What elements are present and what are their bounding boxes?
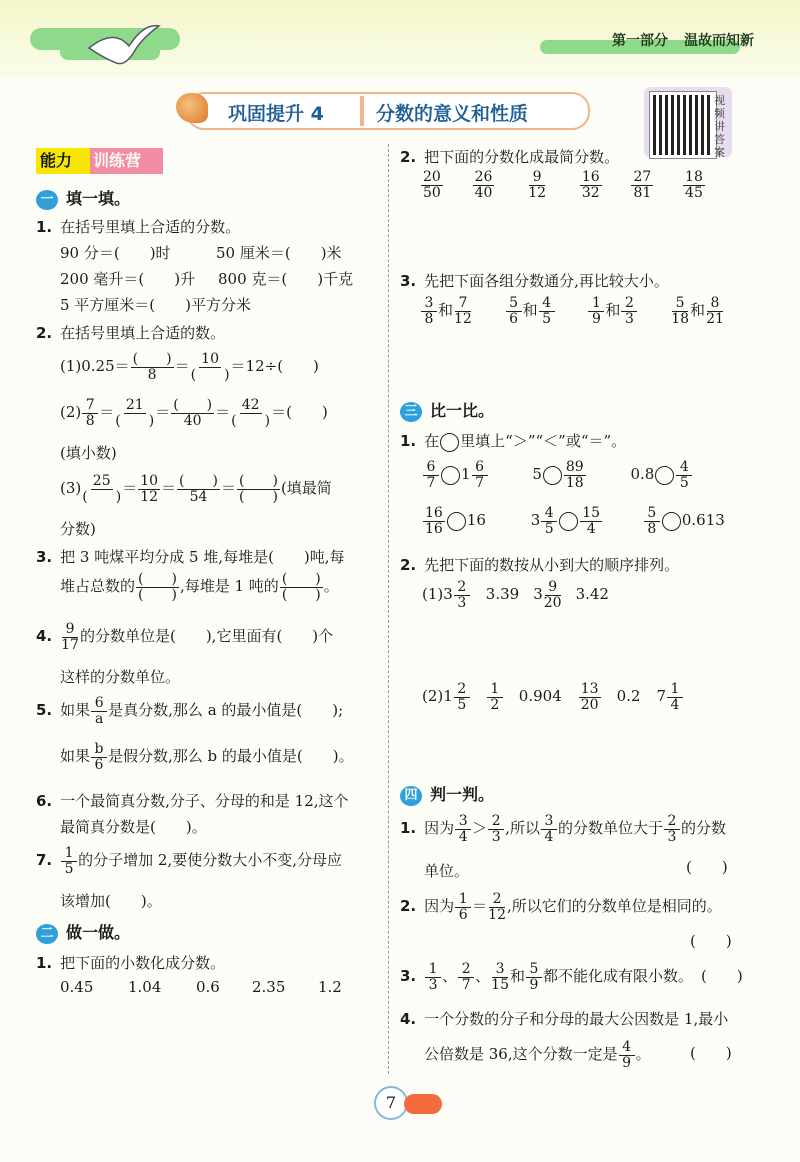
decimal-value: 1.2 [318, 978, 342, 996]
q1-line: 5 平方厘米＝( )平方分米 [60, 296, 252, 314]
fraction-row: $\frac{20}{50}$ $\frac{26}{40}$ $\frac{9}{12}$ $\frac{16}{32}$ $\frac{27}{81}$ $\frac{18}{45}$ [423, 169, 703, 201]
q4-line: 这样的分数单位。 [60, 668, 181, 686]
q5-line: 如果 $\frac{b}{6}$ 是假分数,那么 b 的最小值是( )。 [60, 741, 354, 773]
compare-circle[interactable] [559, 512, 578, 531]
q44-line: 公倍数是 36,这个分数一定是 $\frac{4}{9}$ 。 [424, 1039, 651, 1071]
compare-row-1: $\frac{6}{7}$ 1 $\frac{6}{7}$ 5 $\frac{89}{18}$ 0.8 $\frac{4}{5}$ [422, 460, 693, 490]
compare-circle[interactable] [655, 466, 674, 485]
section-heading-2: 二 做一做。 [36, 920, 130, 944]
q2-part-2-note: (填小数) [60, 444, 117, 462]
q1-line: 800 克＝( )千克 [218, 270, 354, 288]
decimal-value: 1.04 [128, 978, 162, 996]
judge-blank[interactable]: ( ) [690, 1044, 732, 1062]
question-4: 4. $\frac{9}{17}$ 的分数单位是( ),它里面有( )个 [36, 621, 334, 653]
section-heading-4: 四 判一判。 [400, 782, 494, 806]
q2-part-3-note: 分数) [60, 520, 96, 538]
question-3-1: 1. 在 里填上“＞”“＜”或“＝”。 [400, 432, 627, 450]
q7-line: 该增加( )。 [60, 892, 162, 910]
compare-circle[interactable] [662, 512, 681, 531]
q2-part-2: (2) $\frac{7}{8}$ ＝ 21 ( ) ＝ ( ) 40 ＝ 42 ( ) ＝( ) [60, 397, 328, 429]
question-1: 1. 在括号里填上合适的分数。 [36, 218, 241, 236]
lesson-number: 巩固提升 4 [228, 103, 324, 125]
compare-circle[interactable] [543, 466, 562, 485]
seagull-icon [84, 18, 164, 78]
section-heading-3: 三 比一比。 [400, 398, 494, 422]
lesson-topic: 分数的意义和性质 [376, 103, 529, 125]
question-2-3: 3. 先把下面各组分数通分,再比较大小。 [400, 272, 669, 290]
header-label: 第一部分 温故而知新 [612, 33, 754, 49]
compare-circle[interactable] [441, 466, 460, 485]
compare-circle[interactable] [447, 512, 466, 531]
q1-line: 50 厘米＝( )米 [216, 244, 342, 262]
q1-line: 90 分＝( )时 [60, 244, 171, 262]
question-4-3: 3. $\frac{1}{3}$ 、 $\frac{2}{7}$ 、 $\frac{3}{15}$ 和 $\frac{5}{9}$ 都不能化成有限小数。 ( ) [400, 961, 743, 993]
judge-blank[interactable]: ( ) [690, 932, 732, 950]
question-3: 3. 把 3 吨煤平均分成 5 堆,每堆是( )吨,每 [36, 548, 345, 566]
q41-line: 单位。 [424, 862, 470, 880]
q2-part-1: (1)0.25＝ ( ) 8 ＝ 10 ( ) ＝12÷( ) [60, 351, 319, 383]
question-6: 6. 一个最简真分数,分子、分母的和是 12,这个 [36, 792, 349, 810]
question-5: 5. 如果 $\frac{6}{a}$ 是真分数,那么 a 的最小值是( ); [36, 695, 344, 727]
sort-line-1: (1)3 $\frac{2}{3}$ 3.39 3 $\frac{9}{20}$ 3.42 [422, 579, 609, 611]
judge-blank[interactable]: ( ) [686, 858, 728, 876]
shell-icon [176, 93, 208, 123]
sort-line-2: (2)1 $\frac{2}{5}$ $\frac{1}{2}$ 0.904 $\frac{13}{20}$ 0.2 7 $\frac{1}{4}$ [422, 682, 684, 712]
page-number: 7 [374, 1086, 408, 1120]
qr-label: 视频讲答案 [714, 94, 725, 159]
section-badge: 能力 训练营 [36, 148, 160, 174]
page-header [0, 0, 800, 78]
q6-line: 最简真分数是( )。 [60, 818, 207, 836]
question-4-4: 4. 一个分数的分子和分母的最大公因数是 1,最小 [400, 1010, 729, 1028]
qr-code-icon[interactable] [650, 92, 716, 158]
q2-part-3: (3) 25 ( ) ＝ $\frac{10}{12}$ ＝ ( ) 54 ＝ ( ) ( ) (填最简 [60, 473, 332, 505]
column-divider [388, 144, 389, 1074]
decimal-value: 0.6 [196, 978, 220, 996]
question-4-2: 2. 因为 $\frac{1}{6}$ ＝ $\frac{2}{12}$ ,所以它们的分数单位是相同的。 [400, 891, 722, 923]
question-2: 2. 在括号里填上合适的数。 [36, 324, 226, 342]
decimal-value: 2.35 [252, 978, 286, 996]
q1-line: 200 毫升＝( )升 [60, 270, 196, 288]
q3-line: 堆占总数的 ( ) ( ) ,每堆是 1 吨的 ( ) ( ) 。 [60, 571, 339, 603]
decimal-value: 0.45 [60, 978, 94, 996]
judge-blank[interactable]: ( ) [701, 967, 743, 986]
question-3-2: 2. 先把下面的数按从小到大的顺序排列。 [400, 556, 680, 574]
compare-row-2: $\frac{16}{16}$ 16 3 $\frac{4}{5}$ $\frac{15}{4}$ $\frac{5}{8}$ 0.613 [425, 505, 725, 537]
fraction-pairs: $\frac{3}{8}$ 和 $\frac{7}{12}$ $\frac{5}{6}$ 和 $\frac{4}{5}$ $\frac{1}{9}$ 和 $\frac{2}{3}$ $\frac{5}{18}$ 和 $\frac{8}{21}$ [420, 296, 725, 326]
submarine-icon [404, 1094, 442, 1114]
question-2-2: 2. 把下面的分数化成最简分数。 [400, 148, 620, 166]
question-7: 7. $\frac{1}{5}$ 的分子增加 2,要使分数大小不变,分母应 [36, 845, 342, 877]
question-2-1: 1. 把下面的小数化成分数。 [36, 954, 226, 972]
question-4-1: 1. 因为 $\frac{3}{4}$ ＞ $\frac{2}{3}$ ,所以 $\frac{3}{4}$ 的分数单位大于 $\frac{2}{3}$ 的分数 [400, 813, 726, 845]
section-heading-1: 一 填一填。 [36, 186, 130, 210]
lesson-title [186, 92, 590, 130]
